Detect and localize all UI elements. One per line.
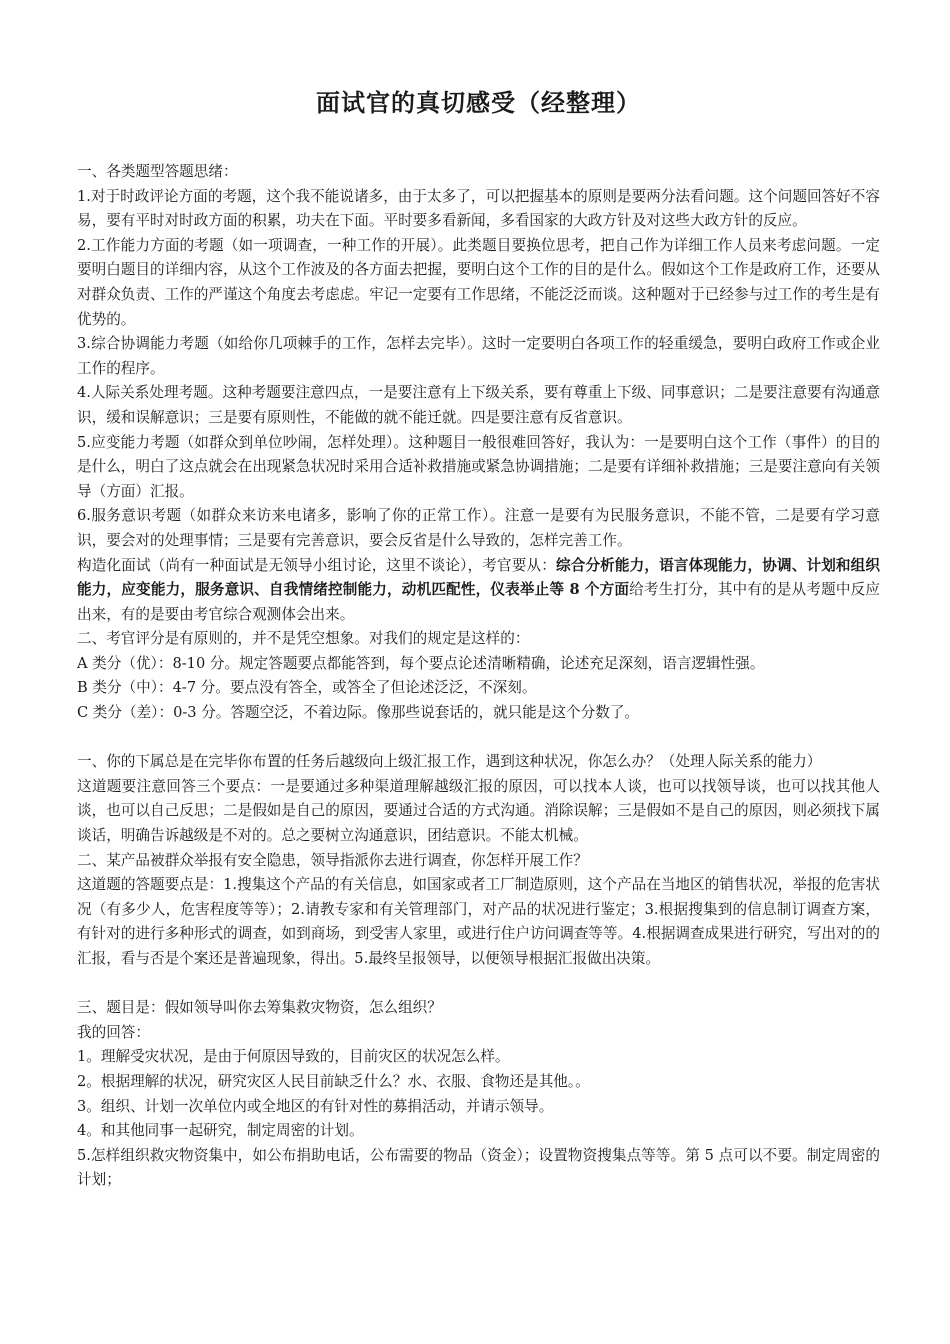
answer-step: 3。组织、计划一次单位内或全地区的有针对性的募捐活动，并请示领导。	[77, 1097, 554, 1115]
answer: 这道题的答题要点是：1.搜集这个产品的有关信息，如国家或者工厂制造原则，这个产品在当地区的销售状况，举报的危害状况（有多少人，危害程度等等）；2.请教专家和有关管理部门，对产品的状况进行鉴定；3.根据搜集到的信息制订调查方案，有针对的进行多种形式的调查，如到商场，到受害人家里，或进行住户访问调查等等。4.根据调查成果进行研究，写出对的的汇报，看与否是个案还是普遍现象，得出。5.最终呈报领导，以便领导根据汇报做出决策。	[77, 876, 880, 967]
paragraph: 6.服务意识考题（如群众来访来电诸多，影响了你的正常工作）。注意一是要有为民服务意识，不能不管，二是要有学习意识，要会对的处理事情；三是要有完善意识，要会反省是什么导致的，怎样完善工作。	[77, 507, 880, 549]
answer-step: 1。理解受灾状况，是由于何原因导致的，目前灾区的状况怎么样。	[77, 1048, 510, 1066]
answer-step: 2。根据理解的状况，研究灾区人民目前缺乏什么？水、衣服、食物还是其他。。	[77, 1072, 590, 1090]
answer-step: 5.怎样组织救灾物资集中，如公布捐助电话，公布需要的物品（资金）；设置物资搜集点等等。第 5 点可以不要。制定周密的计划；	[77, 1146, 880, 1189]
section-heading: 二、考官评分是有原则的，并不是凭空想象。对我们的规定是这样的：	[77, 630, 530, 648]
answer-intro: 我的回答：	[77, 1023, 150, 1041]
document-title: 面试官的真切感受（经整理）	[316, 89, 641, 117]
question: 一、你的下属总是在完毕你布置的任务后越级向上级汇报工作，遇到这种状况，你怎么办？（处理人际关系的能力）	[77, 753, 822, 771]
bold-text-span: 综合分析能力，语言体现能力，协调、计划和组织能力，应变能力，服务意识、自我情绪控制能力，动机匹配性，仪表举止等 8 个方面	[77, 556, 880, 599]
question: 二、某产品被群众举报有安全隐患，领导指派你去进行调查，你怎样开展工作？	[77, 851, 588, 869]
grade-item: B 类分（中）：4-7 分。要点没有答全，或答全了但论述泛泛，不深刻。	[77, 679, 537, 697]
paragraph: 3.综合协调能力考题（如给你几项棘手的工作，怎样去完毕）。这时一定要明白各项工作的轻重缓急，要明白政府工作或企业工作的程序。	[77, 335, 880, 377]
grade-item: A 类分（优）：8-10 分。规定答题要点都能答到，每个要点论述清晰精确，论述充足深刻，语言逻辑性强。	[77, 654, 765, 672]
section-heading: 一、各类题型答题思绪：	[77, 163, 238, 180]
document-body	[77, 160, 880, 1193]
text-span: 给考生打分，其中有的是从考题中反应出来，有的是要由考官综合观测体会出来。	[77, 581, 880, 623]
grade-item: C 类分（差）：0-3 分。答题空泛，不着边际。像那些说套话的，就只能是这个分数了。	[77, 704, 640, 722]
paragraph: 4.人际关系处理考题。这种考题要注意四点，一是要注意有上下级关系，要有尊重上下级、同事意识；二是要注意要有沟通意识，缓和误解意识；三是要有原则性，不能做的就不能迁就。四是要注意有反省意识。	[77, 384, 880, 426]
answer-step: 4。和其他同事一起研究，制定周密的计划。	[77, 1122, 364, 1140]
answer: 这道题要注意回答三个要点：一是要通过多种渠道理解越级汇报的原因，可以找本人谈，也可以找领导谈，也可以找其他人谈，也可以自己反思；二是假如是自己的原因，要通过合适的方式沟通。消除误解；三是假如不是自己的原因，则必须找下属谈话，明确告诉越级是不对的。总之要树立沟通意识，团结意识。不能太机械。	[77, 777, 880, 845]
paragraph: 5.应变能力考题（如群众到单位吵闹，怎样处理）。这种题目一般很难回答好，我认为：一是要明白这个工作（事件）的目的是什么，明白了这点就会在出现紧急状况时采用合适补救措施或紧急协调措施；二是要有详细补救措施；三是要注意向有关领导（方面）汇报。	[77, 433, 880, 500]
text-span: 构造化面试（尚有一种面试是无领导小组讨论，这里不谈论），考官要从：	[77, 556, 556, 574]
paragraph: 2.工作能力方面的考题（如一项调查，一种工作的开展）。此类题目要换位思考，把自己作为详细工作人员来考虑问题。一定要明白题目的详细内容，从这个工作波及的各方面去把握，要明白这个工作的目的是什么。假如这个工作是政府工作，还要从对群众负责、工作的严谨这个角度去考虑虑。牢记一定要有工作思绪，不能泛泛而谈。这种题对于已经参与过工作的考生是有优势的。	[77, 236, 880, 328]
question: 三、题目是：假如领导叫你去筹集救灾物资，怎么组织？	[77, 999, 442, 1017]
paragraph-mixed	[77, 554, 880, 628]
paragraph: 1.对于时政评论方面的考题，这个我不能说诸多，由于太多了，可以把握基本的原则是要两分法看问题。这个问题回答好不容易，要有平时对时政方面的积累，功夫在下面。平时要多看新闻，多看国家的大政方针及对这些大政方针的反应。	[77, 187, 880, 230]
